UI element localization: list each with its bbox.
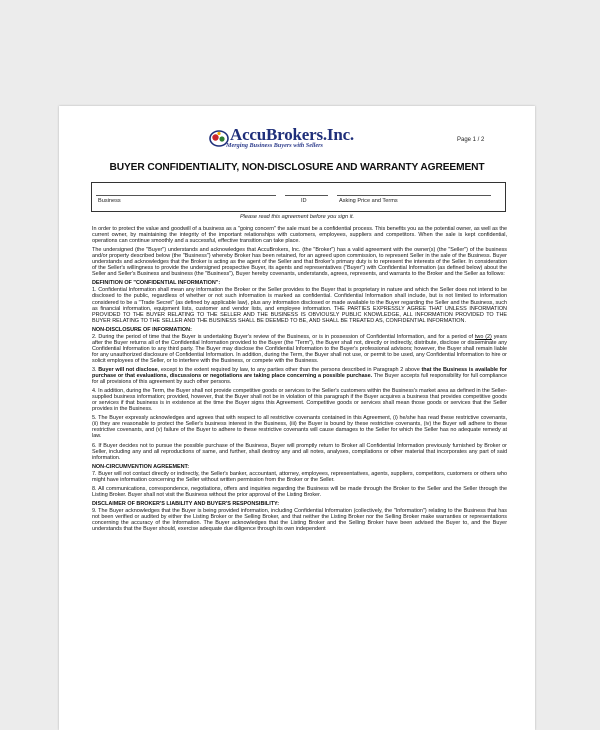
clause-5: 5. The Buyer expressly acknowledges and agrees that with respect to all restrictive covenants contained in this Agreement, (i) he/she has read these restrictive covenants, (ii) they are reasonable to protect the Seller's business interest in the Business, (iii) the Buyer is bound by these restrictive covenants, (iv) the Buyer will adhere to these restrictive covenants, and (v) failure of the Buyer to adhere to these restrictive covenants will cause damages to the Seller for which the Seller has no adequate remedy at law. — [92, 415, 507, 440]
clause-7: 7. Buyer will not contact directly or indirectly, the Seller's banker, accountant, attorney, employees, representatives, agents, suppliers, competitors, customers or others who might have information concerning the Seller without written permission from the Broker or the Seller. — [92, 470, 507, 483]
business-field-label: Business — [98, 198, 121, 204]
clause-3-bold-1: Buyer will not disclose — [98, 366, 158, 373]
agreement-body — [92, 226, 507, 535]
clause-2 — [92, 334, 507, 364]
read-before-sign-note: Please read this agreement before you sign it. — [239, 214, 355, 220]
clause-3-bold-2: that the Business is available for purchase or that evaluations, discussions or negotiations are taking place concerning a possible purchase. — [92, 366, 507, 380]
clause-2-part-a: 2. During the period of time that the Buyer is undertaking Buyer's review of the Business, or is in possession of Confidential Information, and for a period of — [92, 333, 475, 340]
company-tagline: Merging Business Buyers with Sellers — [226, 142, 323, 149]
noncircumvention-heading: NON-CIRCUMVENTION AGREEMENT: — [92, 463, 190, 470]
company-logo — [209, 125, 389, 152]
clause-3-tail: The Buyer accepts full responsibility for full compliance for all provisions of this agreement by such other persons. — [92, 373, 507, 386]
clause-8: 8. All communications, correspondence, negotiations, offers and inquiries regarding the Business will be made through the Broker to the Seller and the Seller through the Listing Broker. Buyer shall not visit the Business without the prior approval of the Listing Broker. — [92, 485, 507, 498]
asking-price-field-line[interactable] — [337, 195, 491, 196]
business-info-box — [91, 182, 506, 212]
clause-6: 6. If Buyer decides not to pursue the possible purchase of the Business, Buyer will promptly return to Broker all Confidential Information previously furnished by Broker or Seller, including any and all reproductions of same, and further, shall destroy any and all notes, analyses, compilations or other material that incorporates any part of said information. — [92, 442, 507, 461]
definition-heading: DEFINITION OF "CONFIDENTIAL INFORMATION": — [92, 280, 221, 287]
clause-3-mid: , except to the extent required by law, to any parties other than the persons described in Paragraph 2 above — [157, 366, 422, 373]
clause-2-part-b: years after the Buyer returns all of the Confidential Information provided to the Buyer (the "Term"), the Buyer shall not, directly or indirectly, distribute, disclose or disseminate any Confidential Information to any third party. The Buyer may disclose the Confidential Information to the Buyer's professional advisors; however, the Buyer shall remain liable for any unauthorized disclosure of Confidential Information. In addition, during the Term, the Buyer shall not use, or permit to be used, any Confidential Information to hire or solicit employees of the Seller, or to interfere with the Business, or compete with the Business. — [92, 333, 507, 364]
document-page — [59, 106, 535, 730]
asking-price-field-label: Asking Price and Terms — [339, 198, 398, 204]
id-field-label: ID — [301, 198, 307, 204]
clause-3 — [92, 367, 507, 385]
clause-3-lead: 3. — [92, 366, 99, 373]
clause-1: 1. Confidential Information shall mean any information the Broker or the Seller provides to the Buyer that is proprietary in nature and which the Seller does not intend to be disclosed to the public, regardless of whether or not such information is marked as confidential. Confidential Information shall include, but is not limited to information considered to be a "Trade Secret" (as defined by applicable law), plus any information disclosed or made available to the Buyer regarding the Seller and the Business, such as financial information, equipment lists, customer and vendor lists, and employee information. THE PARTIES EXPRESSLY AGREE THAT UNLESS INFORMATION PROVIDED TO THE BUYER RELATING TO THE SELLER AND THE BUSINESS IS OBVIOUSLY PUBLIC KNOWLEDGE, ALL INFORMATION PROVIDED TO THE BUYER RELATING TO THE SELLER AND THE BUSINESS SHALL BE DEEMED TO BE, AND SHALL BE TREATED AS, CONFIDENTIAL INFORMATION. — [92, 287, 507, 324]
intro-paragraph: In order to protect the value and goodwill of a business as a "going concern" the sale must be a confidential process. This benefits you as the potential owner, as well as the current owner, by maintaining the integrity of the important relationships with customers, employees, suppliers and competitors. When the sale is kept confidential, operations can continue smoothly and a successful, effective transition can take place. — [92, 226, 507, 245]
clause-2-years: two (2) — [474, 333, 492, 340]
id-field-line[interactable] — [285, 195, 328, 196]
nondisclosure-heading: NON-DISCLOSURE OF INFORMATION: — [92, 326, 192, 333]
undersigned-paragraph: The undersigned (the "Buyer") understands and acknowledges that AccuBrokers, Inc. (the "Broker") has a valid agreement with the owner(s) (the "Seller") of the business and/or property described below (the "Business") whereby Broker has been retained, for an agreed upon commission, to represent Seller in the sale of the Business. Buyer understands and acknowledges that the Broker is acting as the agent of the Seller and that Broker's primary duty is to represent the interests of the Seller. In consideration of the Seller's willingness to provide the undersigned prospective Buyer, its agents and representatives ("Buyer") with Confidential Information (as defined below) about the Seller and Seller's Business and business (the "Business"), Buyer hereby covenants, understands, agrees, represents, and warrants to the Broker and the Seller as follows: — [92, 247, 507, 278]
disclaimer-heading: DISCLAIMER OF BROKER'S LIABILITY AND BUYER'S RESPONSIBILITY: — [92, 500, 280, 507]
page-title: BUYER CONFIDENTIALITY, NON-DISCLOSURE AND WARRANTY AGREEMENT — [109, 162, 485, 173]
company-name: AccuBrokers.Inc. — [230, 125, 354, 144]
page-number: Page 1 / 2 — [457, 137, 485, 143]
clause-4: 4. In addition, during the Term, the Buyer shall not provide competitive goods or services to the Seller's customers within the Business's market area as defined in the Seller-supplied business information; provided, however, that the Buyer shall not be in violation of this paragraph if the Buyer acquires a business that provides competitive goods or services if that business is in existence at the time the Buyer signs this Agreement. Competitive goods or services shall mean those goods or services that the Seller provides in the Business. — [92, 388, 507, 413]
clause-9: 9. The Buyer acknowledges that the Buyer is being provided information, including Confidential Information (collectively, the "Information") relating to the Business that has not been verified or audited by either the Listing Broker or the Selling Broker, and that neither the Listing Broker nor the Selling Broker make warranties or representations concerning the accuracy of the Information. The Buyer acknowledges that the Listing Broker and the Selling Broker have been advised the Buyer to, and the Buyer understands that the Buyer should, exercise adequate due diligence through its own independent — [92, 507, 507, 533]
business-field-line[interactable] — [96, 195, 276, 196]
